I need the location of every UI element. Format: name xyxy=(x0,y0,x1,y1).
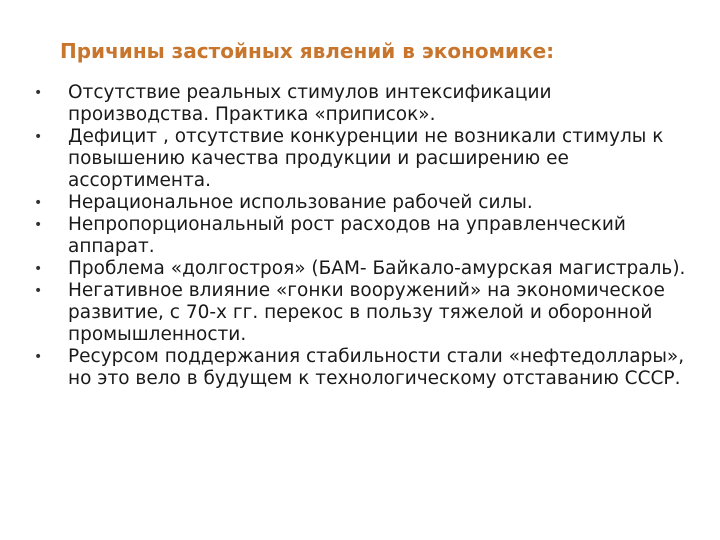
bullet-text: Негативное влияние «гонки вооружений» на экономическое развитие, с 70-х гг. перекос в пользу тяжелой и оборонной промышленности. xyxy=(68,280,665,345)
bullet-item xyxy=(34,258,694,280)
bullet-icon: • xyxy=(34,261,43,277)
bullet-icon: • xyxy=(34,85,43,101)
bullet-item xyxy=(34,280,694,346)
bullet-text: Непропорциональный рост расходов на управленческий аппарат. xyxy=(68,214,626,257)
bullet-text: Ресурсом поддержания стабильности стали «нефтедоллары», но это вело в будущем к технологическому отставанию СССР. xyxy=(68,346,685,389)
bullet-item xyxy=(34,82,694,126)
bullet-text: Отсутствие реальных стимулов интексификации производства. Практика «приписок». xyxy=(68,82,552,125)
bullet-icon: • xyxy=(34,349,43,365)
bullet-list xyxy=(34,82,694,390)
bullet-icon: • xyxy=(34,129,43,145)
bullet-item xyxy=(34,126,694,192)
bullet-text: Нерациональное использование рабочей силы. xyxy=(68,192,533,213)
bullet-icon: • xyxy=(34,283,43,299)
slide-title: Причины застойных явлений в экономике: xyxy=(60,39,555,63)
bullet-text: Дефицит , отсутствие конкуренции не возникали стимулы к повышению качества продукции и расширению ее ассортимента. xyxy=(68,126,664,191)
bullet-icon: • xyxy=(34,217,43,233)
bullet-text: Проблема «долгостроя» (БАМ- Байкало-амурская магистраль). xyxy=(68,258,686,279)
bullet-item xyxy=(34,346,694,390)
bullet-item xyxy=(34,192,694,214)
bullet-item xyxy=(34,214,694,258)
bullet-icon: • xyxy=(34,195,43,211)
